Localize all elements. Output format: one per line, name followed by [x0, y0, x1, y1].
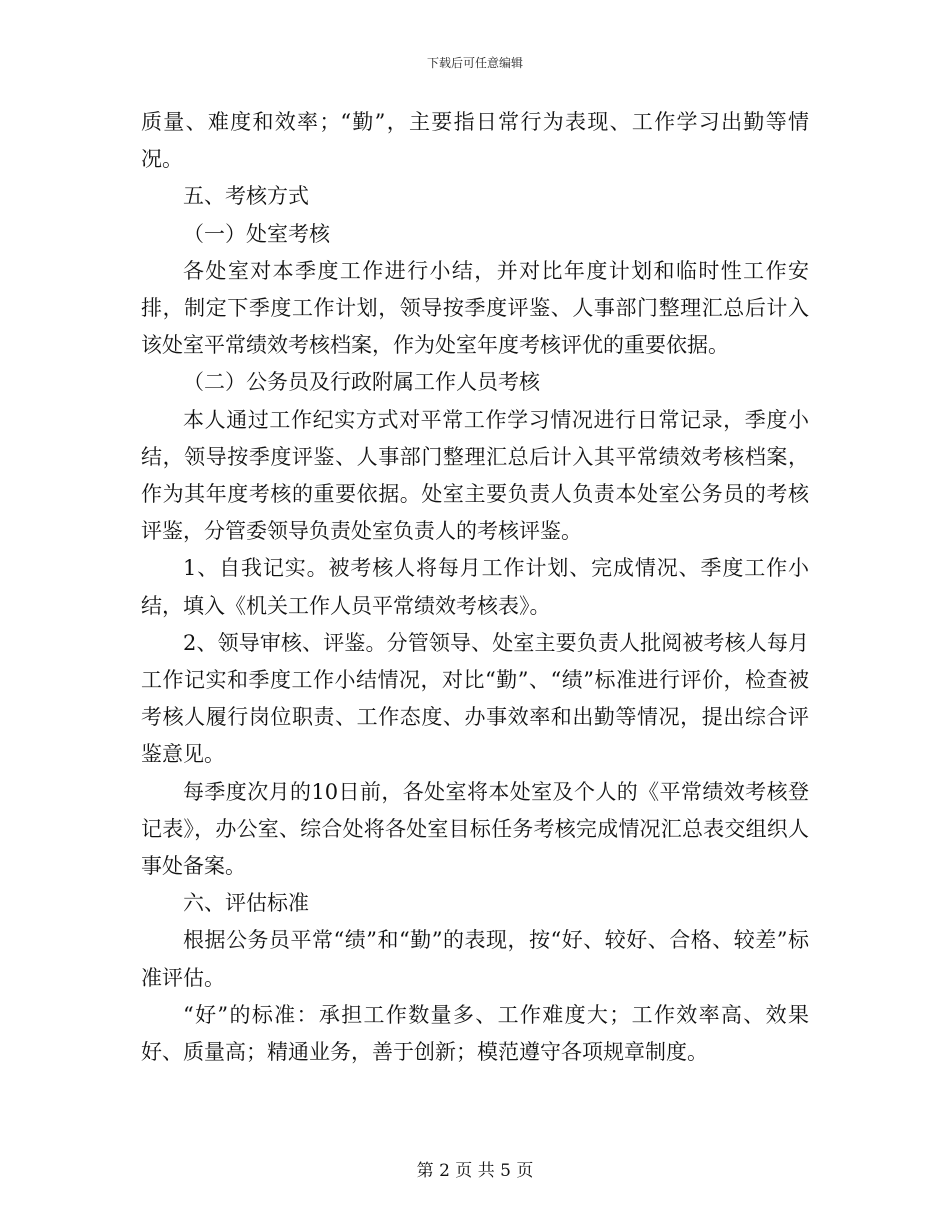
paragraph-1: 质量、难度和效率；“勤”，主要指日常行为表现、工作学习出勤等情况。: [141, 110, 809, 172]
page-header: 下载后可任意编辑: [426, 56, 523, 70]
paragraph-8: 2、领导审核、评鉴。分管领导、处室主要负责人批阅被考核人每月工作记实和季度工作小结情况，对比“勤”、“绩”标准进行评价，检查被考核人履行岗位职责、工作态度、办事效率和出勤等情况，提出综合评鉴意见。: [141, 630, 809, 767]
paragraph-11: 根据公务员平常“绩”和“勤”的表现，按“好、较好、合格、较差”标准评估。: [141, 928, 809, 990]
paragraph-12: “好”的标准：承担工作数量多、工作难度大；工作效率高、效果好、质量高；精通业务，善于创新；模范遵守各项规章制度。: [141, 1002, 809, 1065]
paragraph-7: 1、自我记实。被考核人将每月工作计划、完成情况、季度工作小结，填入《机关工作人员平常绩效考核表》。: [141, 556, 809, 618]
document-body: [141, 104, 809, 1071]
paragraph-6: 本人通过工作纪实方式对平常工作学习情况进行日常记录，季度小结，领导按季度评鉴、人事部门整理汇总后计入其平常绩效考核档案，作为其年度考核的重要依据。处室主要负责人负责本处室公务员的考核评鉴，分管委领导负责处室负责人的考核评鉴。: [141, 407, 809, 544]
paragraph-9: 每季度次月的10日前，各处室将本处室及个人的《平常绩效考核登记表》，办公室、综合处将各处室目标任务考核完成情况汇总表交组织人事处备案。: [141, 779, 809, 879]
section-heading-5: 五、考核方式: [183, 184, 309, 209]
subsection-heading-2: （二）公务员及行政附属工作人员考核: [183, 370, 540, 395]
subsection-heading-1: （一）处室考核: [183, 221, 330, 246]
paragraph-4: 各处室对本季度工作进行小结，并对比年度计划和临时性工作安排，制定下季度工作计划，领导按季度评鉴、人事部门整理汇总后计入该处室平常绩效考核档案，作为处室年度考核评优的重要依据。: [141, 258, 809, 358]
section-heading-6: 六、评估标准: [183, 891, 309, 916]
page-footer: 第 2 页 共 5 页: [416, 1161, 534, 1181]
